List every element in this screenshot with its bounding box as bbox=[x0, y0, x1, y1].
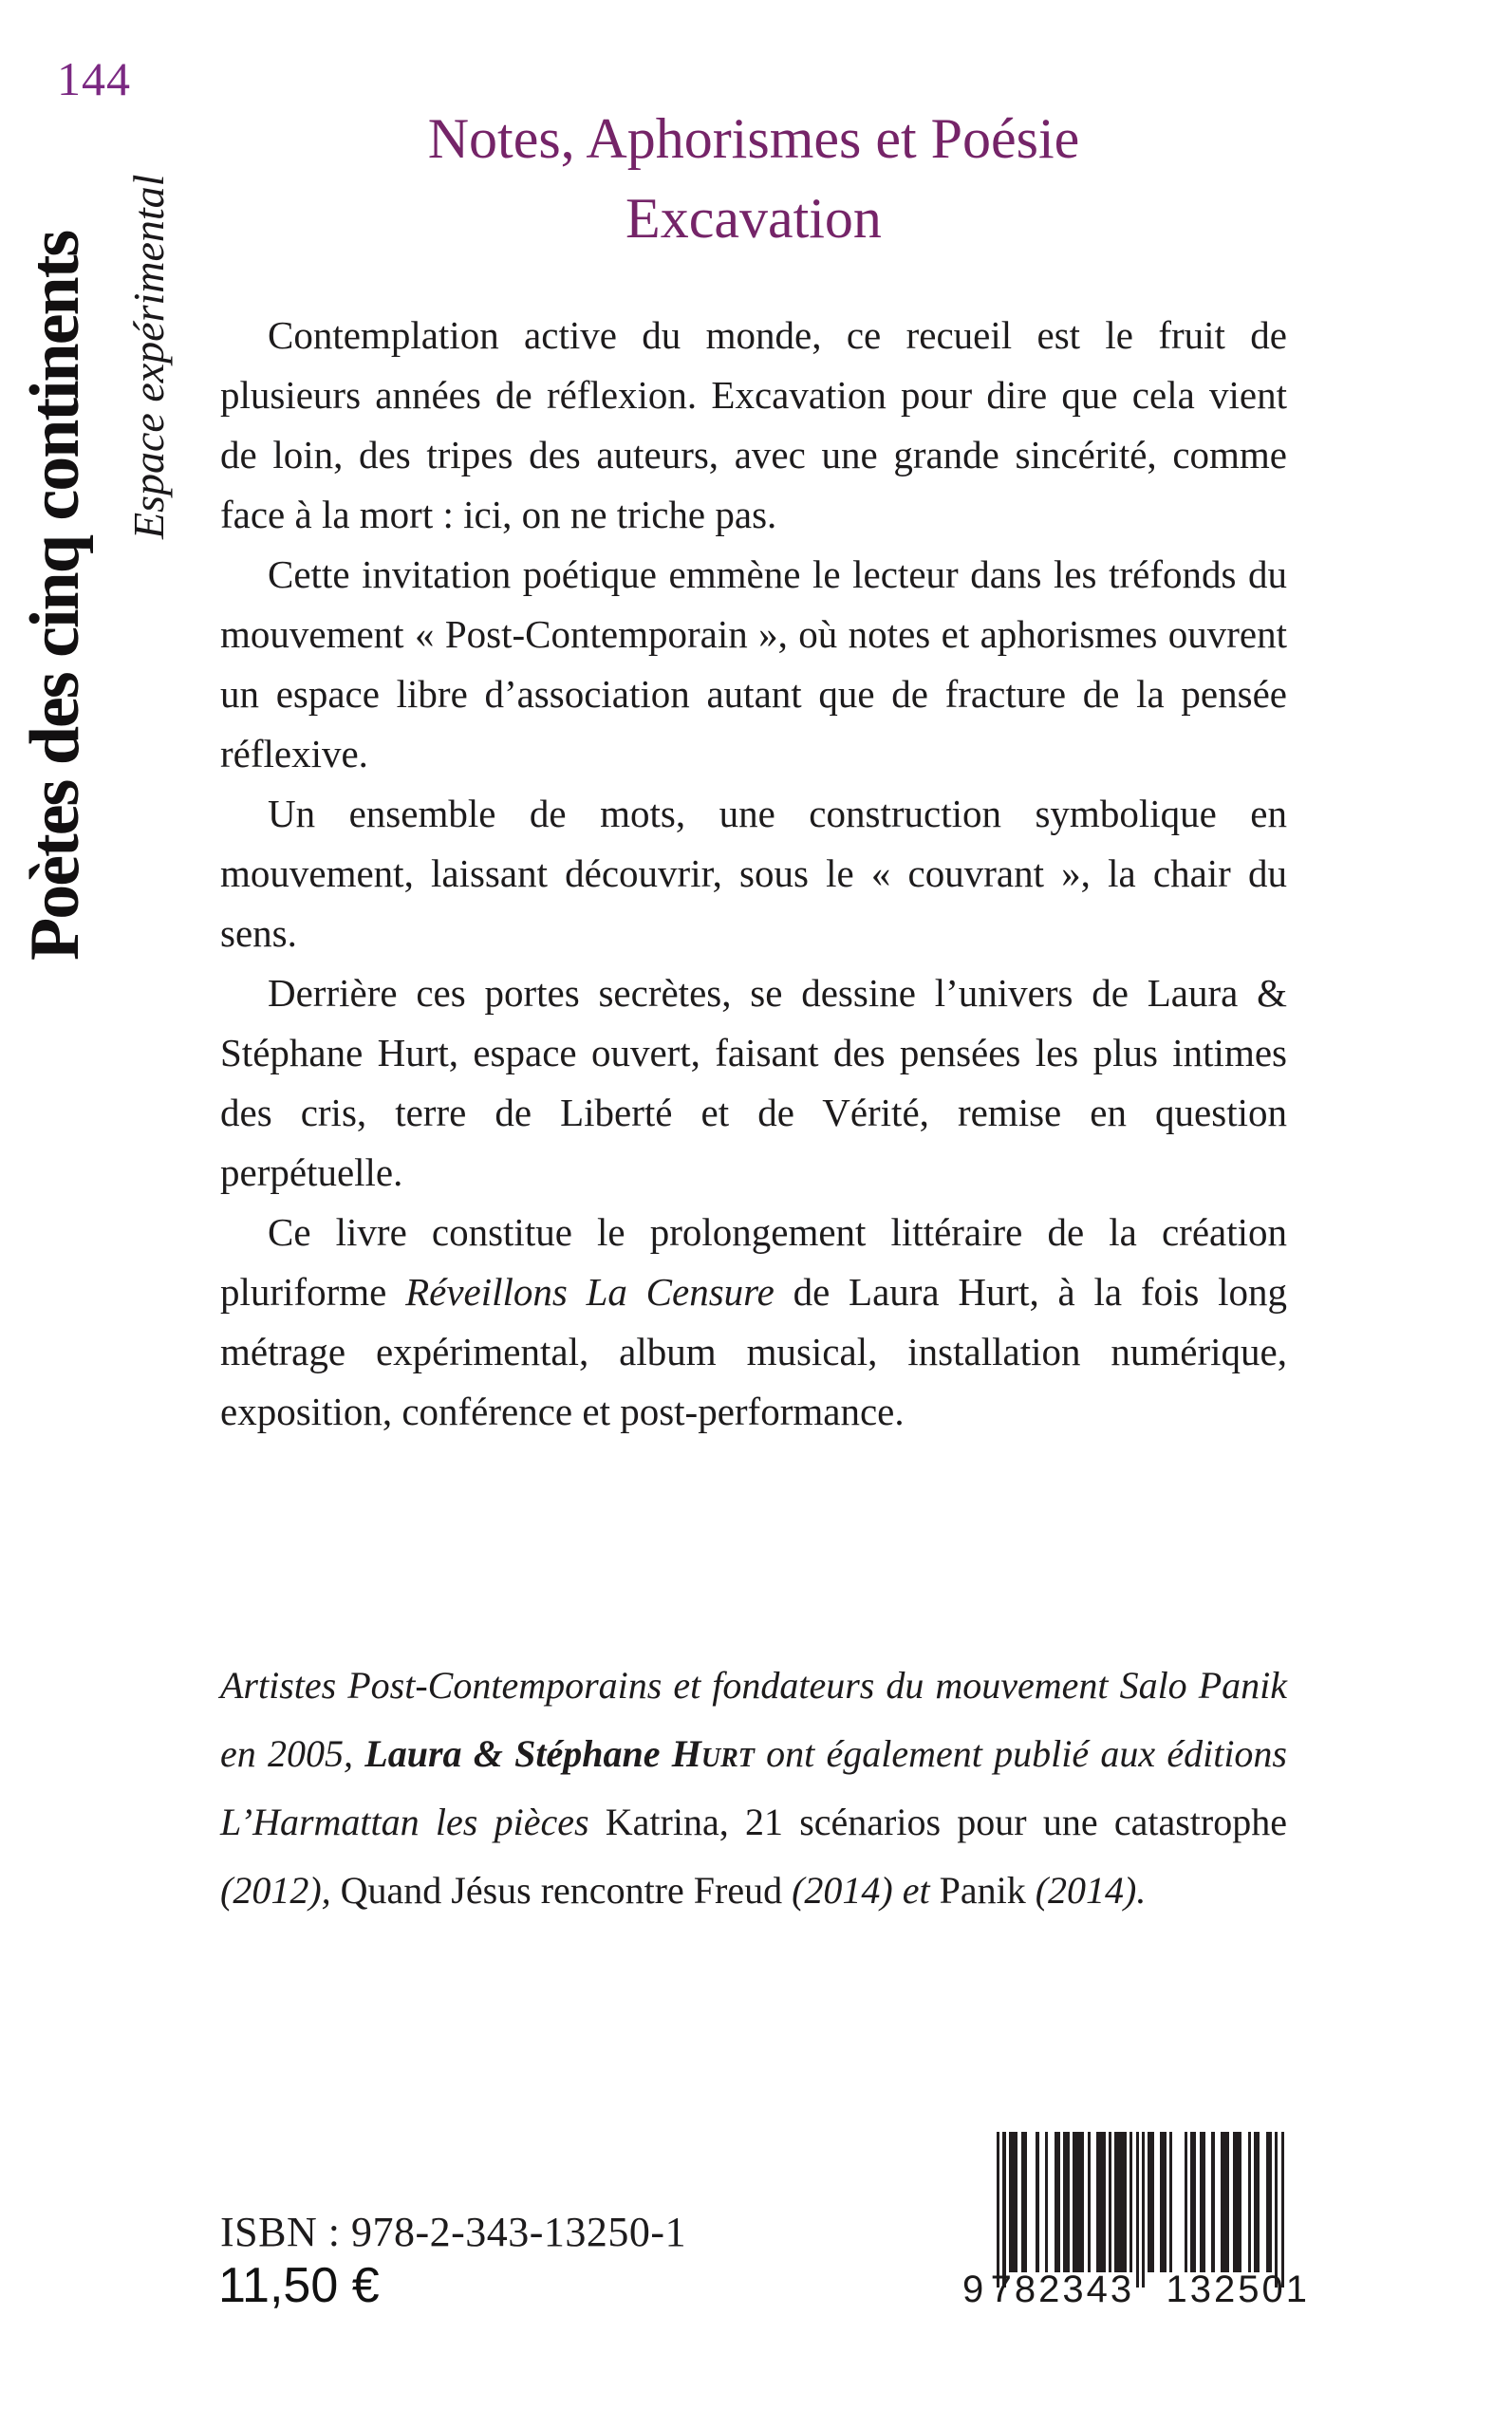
text-run: Contemplation active du monde, ce recueil est le fruit de plusieurs années de réflexion. Excavation pour dire que cela vient de loin, des tripes des auteurs, avec une grande sincérité, comme face à la mort : ici, on ne triche pas. bbox=[220, 313, 1287, 536]
text-run: Cette invitation poétique emmène le lecteur dans les tréfonds du mouvement « Post-Contemporain », où notes et aphorismes ouvrent un espace libre d’association autant que de fracture de la pensée réflexive. bbox=[220, 552, 1287, 775]
author-bio bbox=[220, 1652, 1287, 1925]
barcode-digit-lead: 9 bbox=[962, 2269, 984, 2310]
price-label: 11,50 € bbox=[218, 2258, 380, 2313]
ean13-barcode bbox=[962, 2132, 1310, 2322]
book-title-block bbox=[220, 99, 1287, 258]
book-title: Notes, Aphorismes et Poésie bbox=[427, 107, 1080, 170]
barcode-digits bbox=[962, 2269, 1316, 2311]
barcode-bar bbox=[1281, 2132, 1284, 2288]
text-run: (2012), bbox=[220, 1869, 341, 1912]
barcode-bars bbox=[997, 2132, 1286, 2289]
synopsis-paragraph bbox=[220, 545, 1287, 784]
book-subtitle: Excavation bbox=[625, 187, 882, 250]
text-run: Artistes Post-Contemporains et fondateurs du mouvement Salo Panik en 2005, bbox=[220, 1664, 1287, 1775]
text-run: Derrière ces portes secrètes, se dessine l’univers de Laura & Stéphane Hurt, espace ouvert, faisant des pensées les plus intimes des cris, terre de Liberté et de Vérité, remise en question perpétuelle. bbox=[220, 971, 1287, 1194]
text-run: Laura & Stéphane bbox=[364, 1732, 672, 1775]
synopsis-paragraph bbox=[220, 963, 1287, 1203]
synopsis bbox=[220, 306, 1287, 1442]
text-run: Quand Jésus rencontre Freud bbox=[340, 1869, 793, 1912]
text-run: Panik bbox=[939, 1869, 1036, 1912]
collection-series-subtitle: Espace expérimental bbox=[124, 174, 173, 539]
text-run: (2014) et bbox=[792, 1869, 940, 1912]
barcode-digits-right: 132501 bbox=[1166, 2269, 1310, 2310]
text-run: (2014). bbox=[1035, 1869, 1147, 1912]
text-run: de Laura Hurt, à la fois long métrage expérimental, album musical, installation numérique, exposition, conférence et post-performance. bbox=[220, 1270, 1287, 1433]
isbn-label: ISBN : 978-2-343-13250-1 bbox=[220, 2209, 687, 2255]
collection-issue-number: 144 bbox=[57, 52, 131, 105]
synopsis-paragraph bbox=[220, 784, 1287, 963]
collection-series-title: Poètes des cinq continents bbox=[16, 231, 94, 961]
text-run: ont également publié aux éditions L’Harmattan les pièces bbox=[220, 1732, 1287, 1843]
text-run: Katrina, 21 scénarios pour une catastrophe bbox=[605, 1801, 1287, 1843]
synopsis-paragraph bbox=[220, 306, 1287, 545]
text-run: Un ensemble de mots, une construction symbolique en mouvement, laissant découvrir, sous le « couvrant », la chair du sens. bbox=[220, 792, 1287, 955]
text-run: Ce livre constitue le prolongement littéraire de la création pluriforme bbox=[220, 1210, 1287, 1314]
text-run: Hurt bbox=[671, 1732, 755, 1775]
text-run: Réveillons La Censure bbox=[405, 1270, 775, 1314]
barcode-digits-left: 782343 bbox=[990, 2269, 1135, 2310]
synopsis-paragraph bbox=[220, 1203, 1287, 1442]
